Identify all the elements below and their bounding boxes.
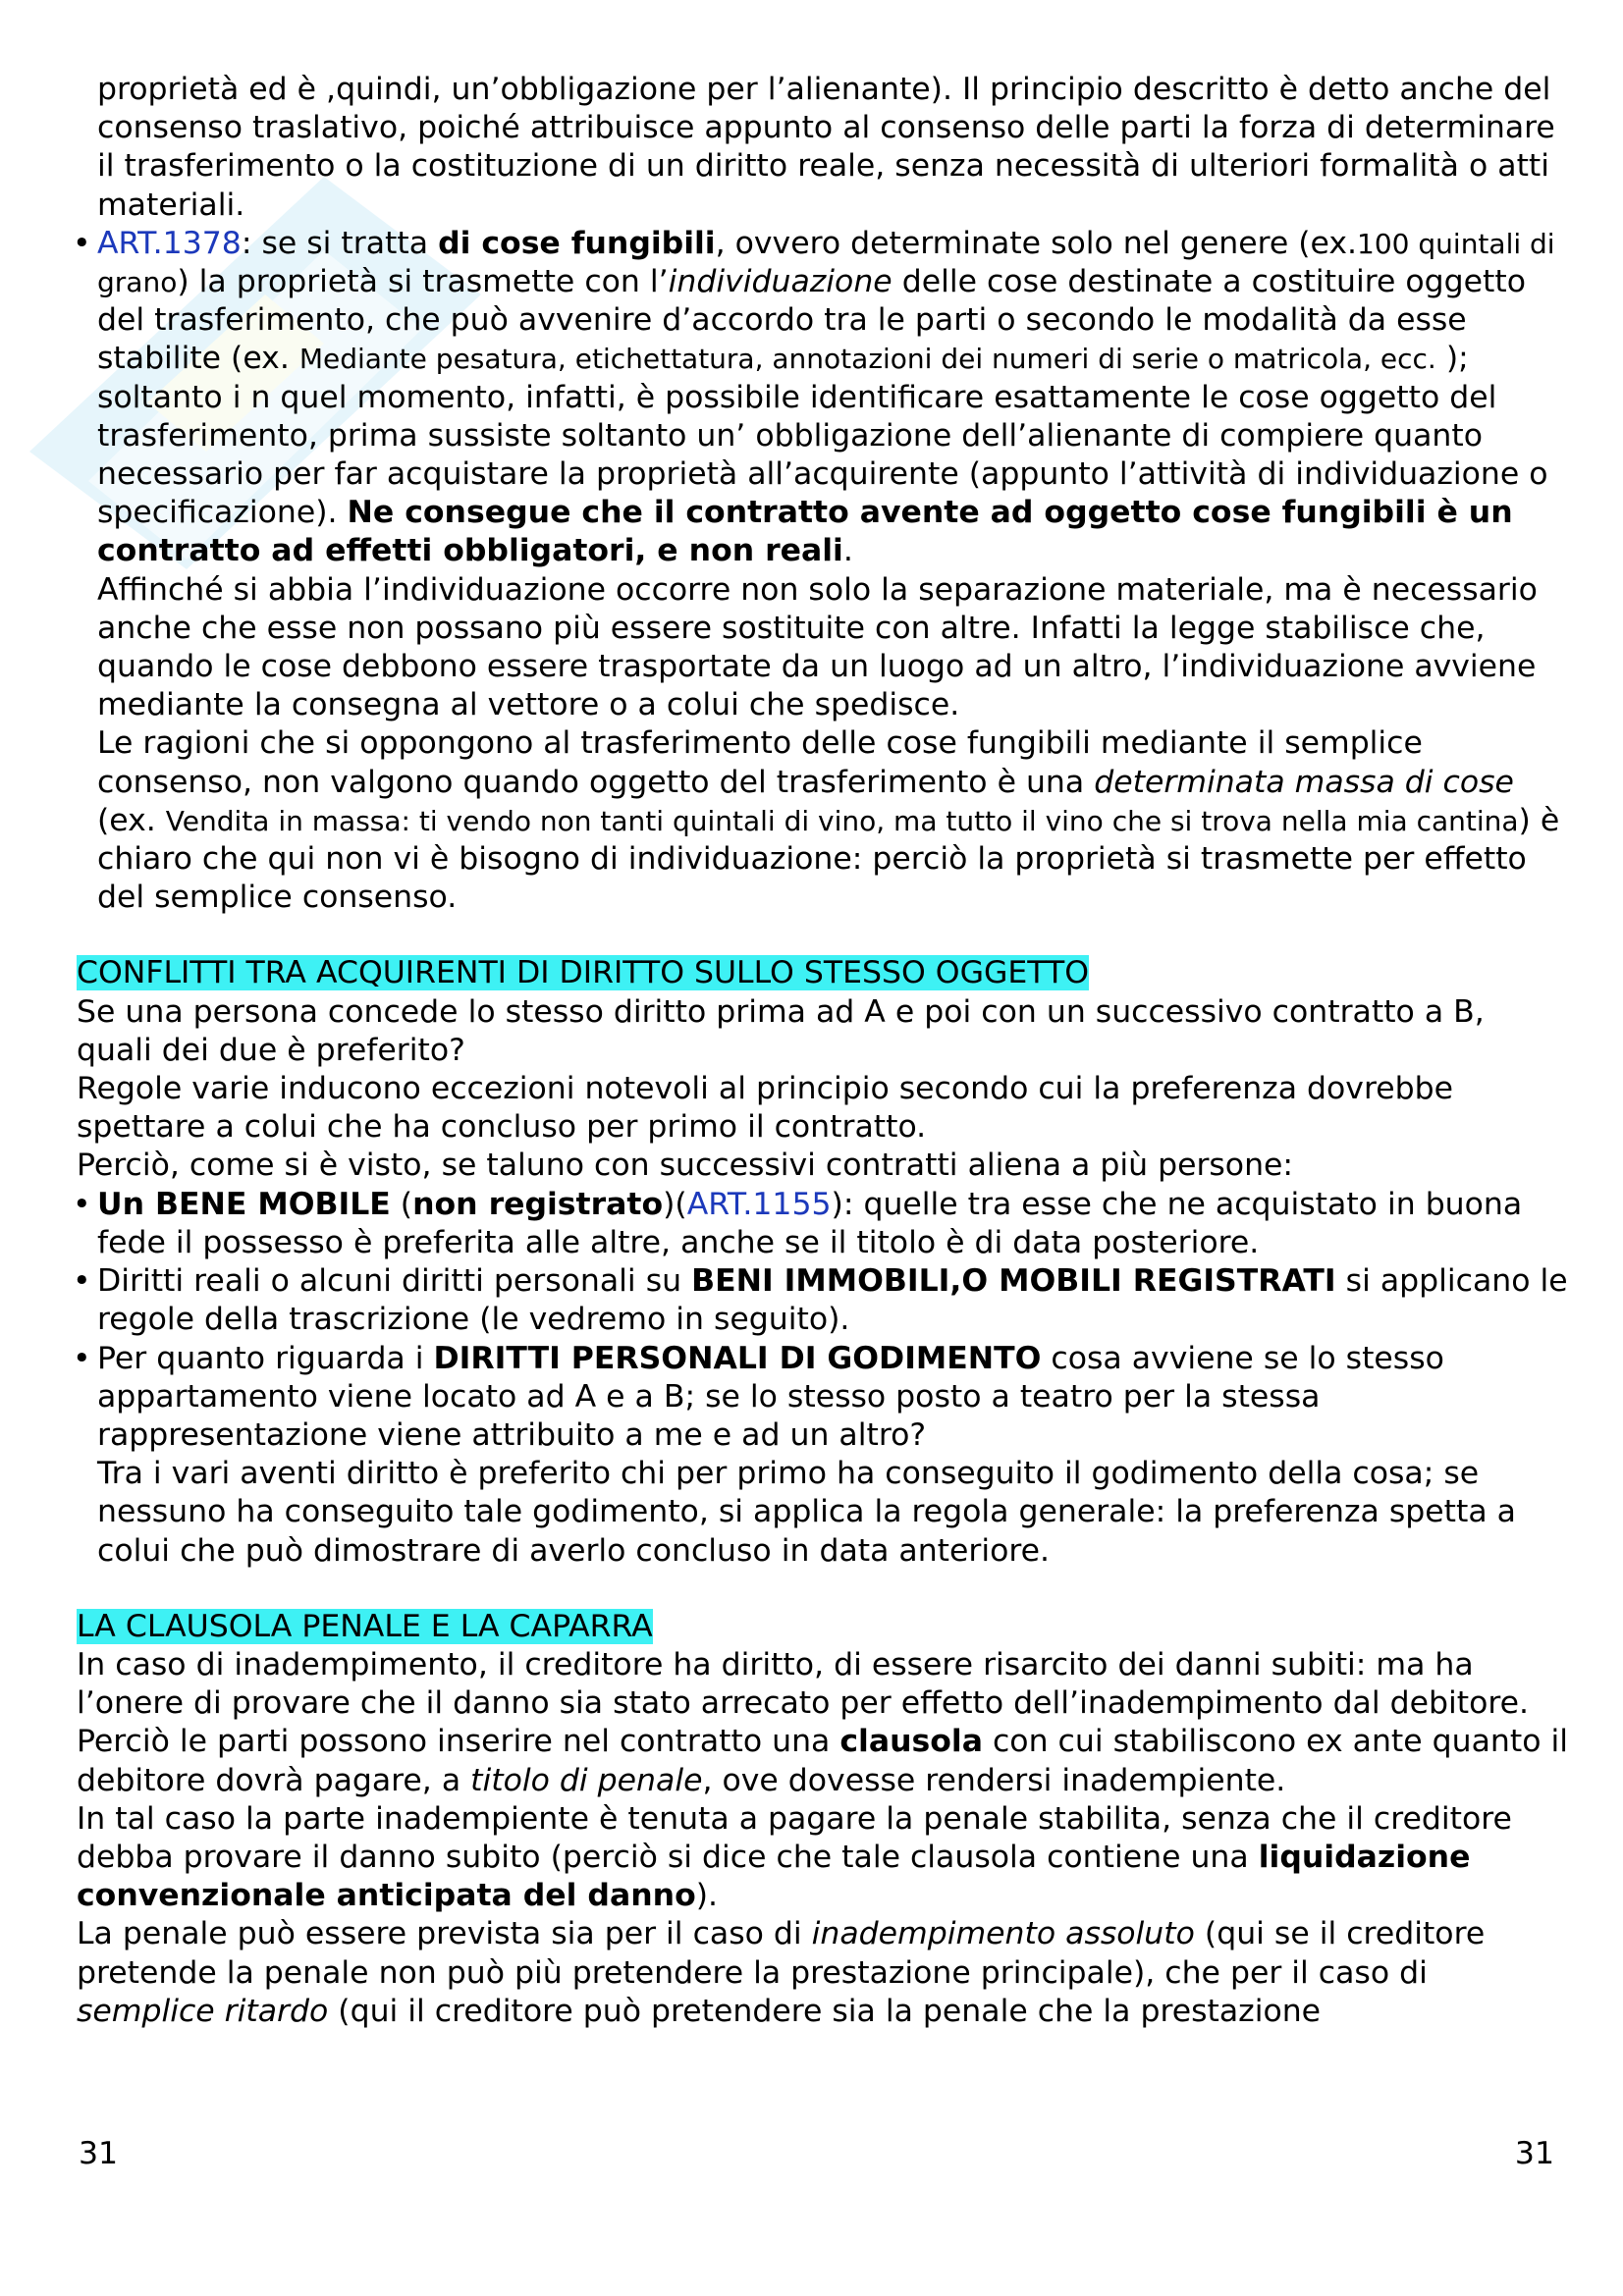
- page-number-left: 31: [79, 2136, 119, 2171]
- paragraph-massa-di-cose: Le ragioni che si oppongono al trasferimento delle cose fungibili mediante il semplice consenso, non valgono quando oggetto del trasferimento è una determinata massa di cose (ex. Vendita in massa: ti vendo non tanti quintali di vino, ma tutto il vino che si trova nella mia cantina) è chiaro che qui non vi è bisogno di individuazione: perciò la proprietà si trasmette per effetto del semplice consenso.: [97, 725, 1560, 916]
- paragraph-penale: La penale può essere prevista sia per il caso di inadempimento assoluto (qui se il creditore pretende la penale non può più pretendere la prestazione principale), che per il caso di semplice ritardo (qui il creditore può pretendere sia la penale che la prestazione: [77, 1916, 1486, 2029]
- bullet-icon: •: [73, 1186, 91, 1222]
- document-body: [73, 71, 1569, 2031]
- list-item-diritti-personali: • Per quanto riguarda i DIRITTI PERSONALI DI GODIMENTO cosa avviene se lo stesso appartamento viene locato ad A e a B; se lo stesso posto a teatro per la stessa rappresentazione viene attribuito a me e ad un altro?: [73, 1340, 1444, 1453]
- paragraph-regole: Regole varie inducono eccezioni notevoli al principio secondo cui la preferenza dovrebbe spettare a colui che ha concluso per primo il contratto.: [77, 1071, 1453, 1146]
- paragraph-preferenza: Tra i vari aventi diritto è preferito chi per primo ha conseguito il godimento della cosa; se nessuno ha conseguito tale godimento, si applica la regola generale: la preferenza spetta a colui che può dimostrare di averlo concluso in data anteriore.: [97, 1456, 1516, 1569]
- bullet-icon: •: [73, 1340, 91, 1376]
- bullet-icon: •: [73, 1263, 91, 1300]
- paragraph-continuation: proprietà ed è ,quindi, un’obbligazione per l’alienante). Il principio descritto è detto anche del consenso traslativo, poiché attribuisce appunto al consenso delle parti la forza di determinare il trasferimento o la costituzione di un diritto reale, senza necessità di ulteriori formalità o atti materiali.: [97, 72, 1555, 223]
- paragraph-inadempimento: In caso di inadempimento, il creditore ha diritto, di essere risarcito dei danni subiti: ma ha l’onere di provare che il danno sia stato arrecato per effetto dell’inadempimento dal debitore.: [77, 1646, 1530, 1722]
- spacer: [77, 917, 1569, 954]
- page-number-right: 31: [1514, 2136, 1554, 2171]
- paragraph-clausola: Perciò le parti possono inserire nel contratto una clausola con cui stabiliscono ex ante quanto il debitore dovrà pagare, a titolo di penale, ove dovesse rendersi inadempiente.: [77, 1724, 1569, 1798]
- section-heading-conflitti: CONFLITTI TRA ACQUIRENTI DI DIRITTO SULLO STESSO OGGETTO: [77, 955, 1090, 991]
- list-item-beni-immobili: • Diritti reali o alcuni diritti personali su BENI IMMOBILI,O MOBILI REGISTRATI si applicano le regole della trascrizione (le vedremo in seguito).: [73, 1263, 1568, 1338]
- spacer: [77, 1571, 1569, 1608]
- list-item-art-1378: • ART.1378: se si tratta di cose fungibili, ovvero determinate solo nel genere (ex.100 quintali di grano) la proprietà si trasmette con l’individuazione delle cose destinate a costituire oggetto del trasferimento, che può avvenire d’accordo tra le parti o secondo le modalità da esse stabilite (ex. Mediante pesatura, etichettatura, annotazioni dei numeri di serie o matricola, ecc. ); soltanto i n quel momento, infatti, è possibile identificare esattamente le cose oggetto del trasferimento, prima sussiste soltanto un’ obbligazione dell’alienante di compiere quanto necessario per far acquistare la proprietà all’acquirente (appunto l’attività di individuazione o specificazione). Ne consegue che il contratto avente ad oggetto cose fungibili è un contratto ad effetti obbligatori, e non reali.: [73, 225, 1555, 569]
- section-heading-clausola-penale: LA CLAUSOLA PENALE E LA CAPARRA: [77, 1608, 653, 1644]
- bullet-icon: •: [73, 225, 91, 261]
- list-item-bene-mobile: • Un BENE MOBILE (non registrato)(ART.1155): quelle tra esse che ne acquistato in buona fede il possesso è preferita alle altre, anche se il titolo è di data posteriore.: [73, 1186, 1523, 1260]
- paragraph-liquidazione: In tal caso la parte inadempiente è tenuta a pagare la penale stabilita, senza che il creditore debba provare il danno subito (perciò si dice che tale clausola contiene una liquidazione convenzionale anticipata del danno).: [77, 1800, 1512, 1914]
- paragraph-question: Se una persona concede lo stesso diritto prima ad A e poi con un successivo contratto a B, quali dei due è preferito?: [77, 993, 1485, 1068]
- paragraph-intro-list: Perciò, come si è visto, se taluno con successivi contratti aliena a più persone:: [77, 1148, 1294, 1184]
- link-art-1378[interactable]: ART.1378: [97, 225, 242, 261]
- link-art-1155[interactable]: ART.1155: [686, 1186, 832, 1222]
- paragraph-individuazione: Affinché si abbia l’individuazione occorre non solo la separazione materiale, ma è necessario anche che esse non possano più essere sostituite con altre. Infatti la legge stabilisce che, quando le cose debbono essere trasportate da un luogo ad un altro, l’individuazione avviene mediante la consegna al vettore o a colui che spedisce.: [97, 571, 1538, 723]
